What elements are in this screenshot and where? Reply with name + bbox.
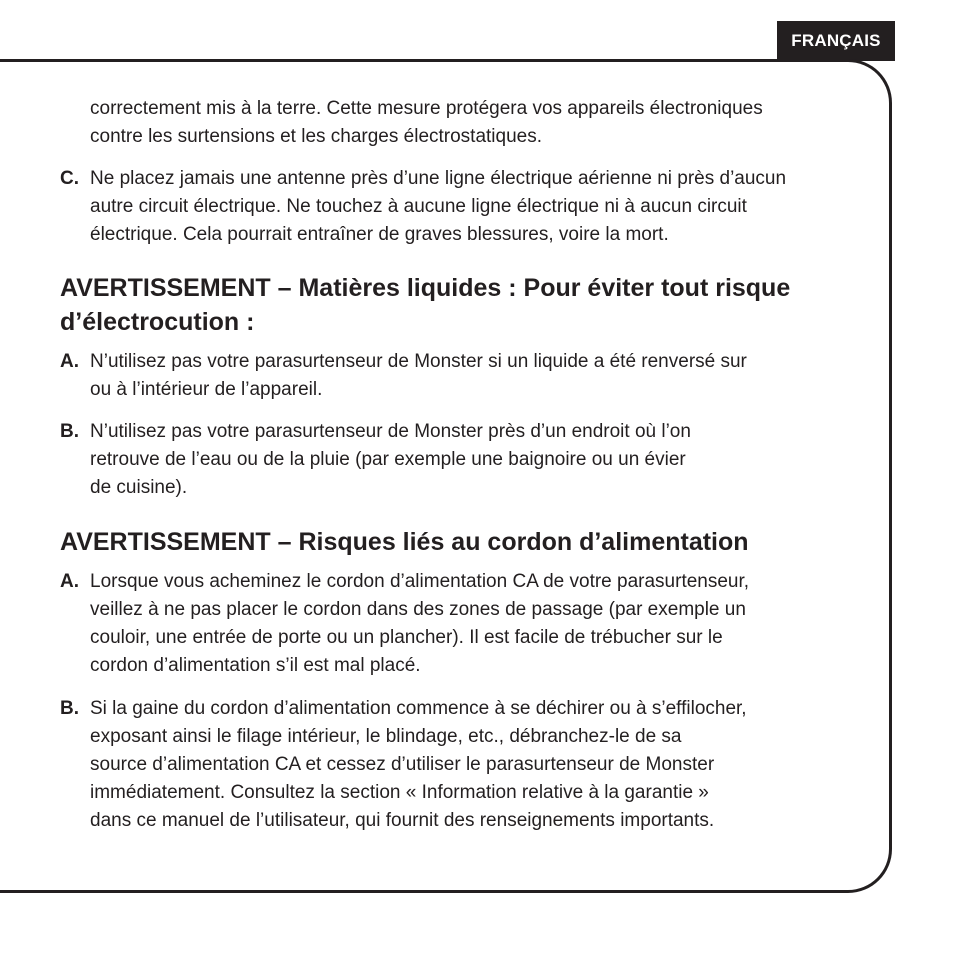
- text-line: électrique. Cela pourrait entraîner de graves blessures, voire la mort.: [90, 224, 669, 245]
- text-line: de cuisine).: [90, 477, 188, 498]
- item-letter: A.: [60, 571, 79, 592]
- paragraph-text: [90, 348, 870, 404]
- list-item-a: [60, 568, 870, 680]
- text-line: source d’alimentation CA et cessez d’utiliser le parasurtenseur de Monster: [90, 754, 715, 775]
- text-line: couloir, une entrée de porte ou un plancher). Il est facile de trébucher sur le: [90, 627, 723, 648]
- text-line: cordon d’alimentation s’il est mal placé.: [90, 655, 421, 676]
- paragraph-text: [90, 418, 870, 502]
- text-line: N’utilisez pas votre parasurtenseur de Monster si un liquide a été renversé sur: [90, 351, 747, 372]
- text-line: dans ce manuel de l’utilisateur, qui fournit des renseignements importants.: [90, 810, 715, 831]
- item-letter: B.: [60, 698, 79, 719]
- heading-line: d’électrocution :: [60, 308, 255, 336]
- text-line: contre les surtensions et les charges électrostatiques.: [90, 126, 543, 147]
- text-line: retrouve de l’eau ou de la pluie (par exemple une baignoire ou un évier: [90, 449, 686, 470]
- language-tab: FRANÇAIS: [777, 21, 895, 61]
- item-letter: A.: [60, 351, 79, 372]
- text-line: Si la gaine du cordon d’alimentation commence à se déchirer ou à s’effilocher,: [90, 698, 747, 719]
- text-line: ou à l’intérieur de l’appareil.: [90, 379, 323, 400]
- text-line: veillez à ne pas placer le cordon dans des zones de passage (par exemple un: [90, 599, 746, 620]
- heading-line: AVERTISSEMENT – Matières liquides : Pour éviter tout risque: [60, 274, 791, 302]
- text-line: correctement mis à la terre. Cette mesure protégera vos appareils électroniques: [90, 98, 763, 119]
- text-line: N’utilisez pas votre parasurtenseur de Monster près d’un endroit où l’on: [90, 421, 691, 442]
- paragraph-text: [90, 165, 870, 249]
- paragraph-text: [90, 568, 870, 680]
- paragraph-text: [90, 95, 870, 151]
- section-heading-power-cord: AVERTISSEMENT – Risques liés au cordon d’alimentation: [60, 528, 749, 556]
- list-item-b: [60, 418, 870, 502]
- section-heading-liquids: [60, 271, 870, 339]
- text-line: Ne placez jamais une antenne près d’une ligne électrique aérienne ni près d’aucun: [90, 168, 787, 189]
- item-letter: C.: [60, 168, 79, 189]
- item-letter: B.: [60, 421, 79, 442]
- list-item-c: [60, 165, 870, 249]
- text-line: Lorsque vous acheminez le cordon d’alimentation CA de votre parasurtenseur,: [90, 571, 750, 592]
- intro-paragraph: [60, 95, 870, 151]
- list-item-a: [60, 348, 870, 404]
- text-line: exposant ainsi le filage intérieur, le blindage, etc., débranchez-le de sa: [90, 726, 682, 747]
- list-item-b: [60, 695, 870, 835]
- paragraph-text: [90, 695, 870, 835]
- item-letter: [60, 95, 90, 151]
- text-line: immédiatement. Consultez la section « Information relative à la garantie »: [90, 782, 709, 803]
- text-line: autre circuit électrique. Ne touchez à aucune ligne électrique ni à aucun circuit: [90, 196, 747, 217]
